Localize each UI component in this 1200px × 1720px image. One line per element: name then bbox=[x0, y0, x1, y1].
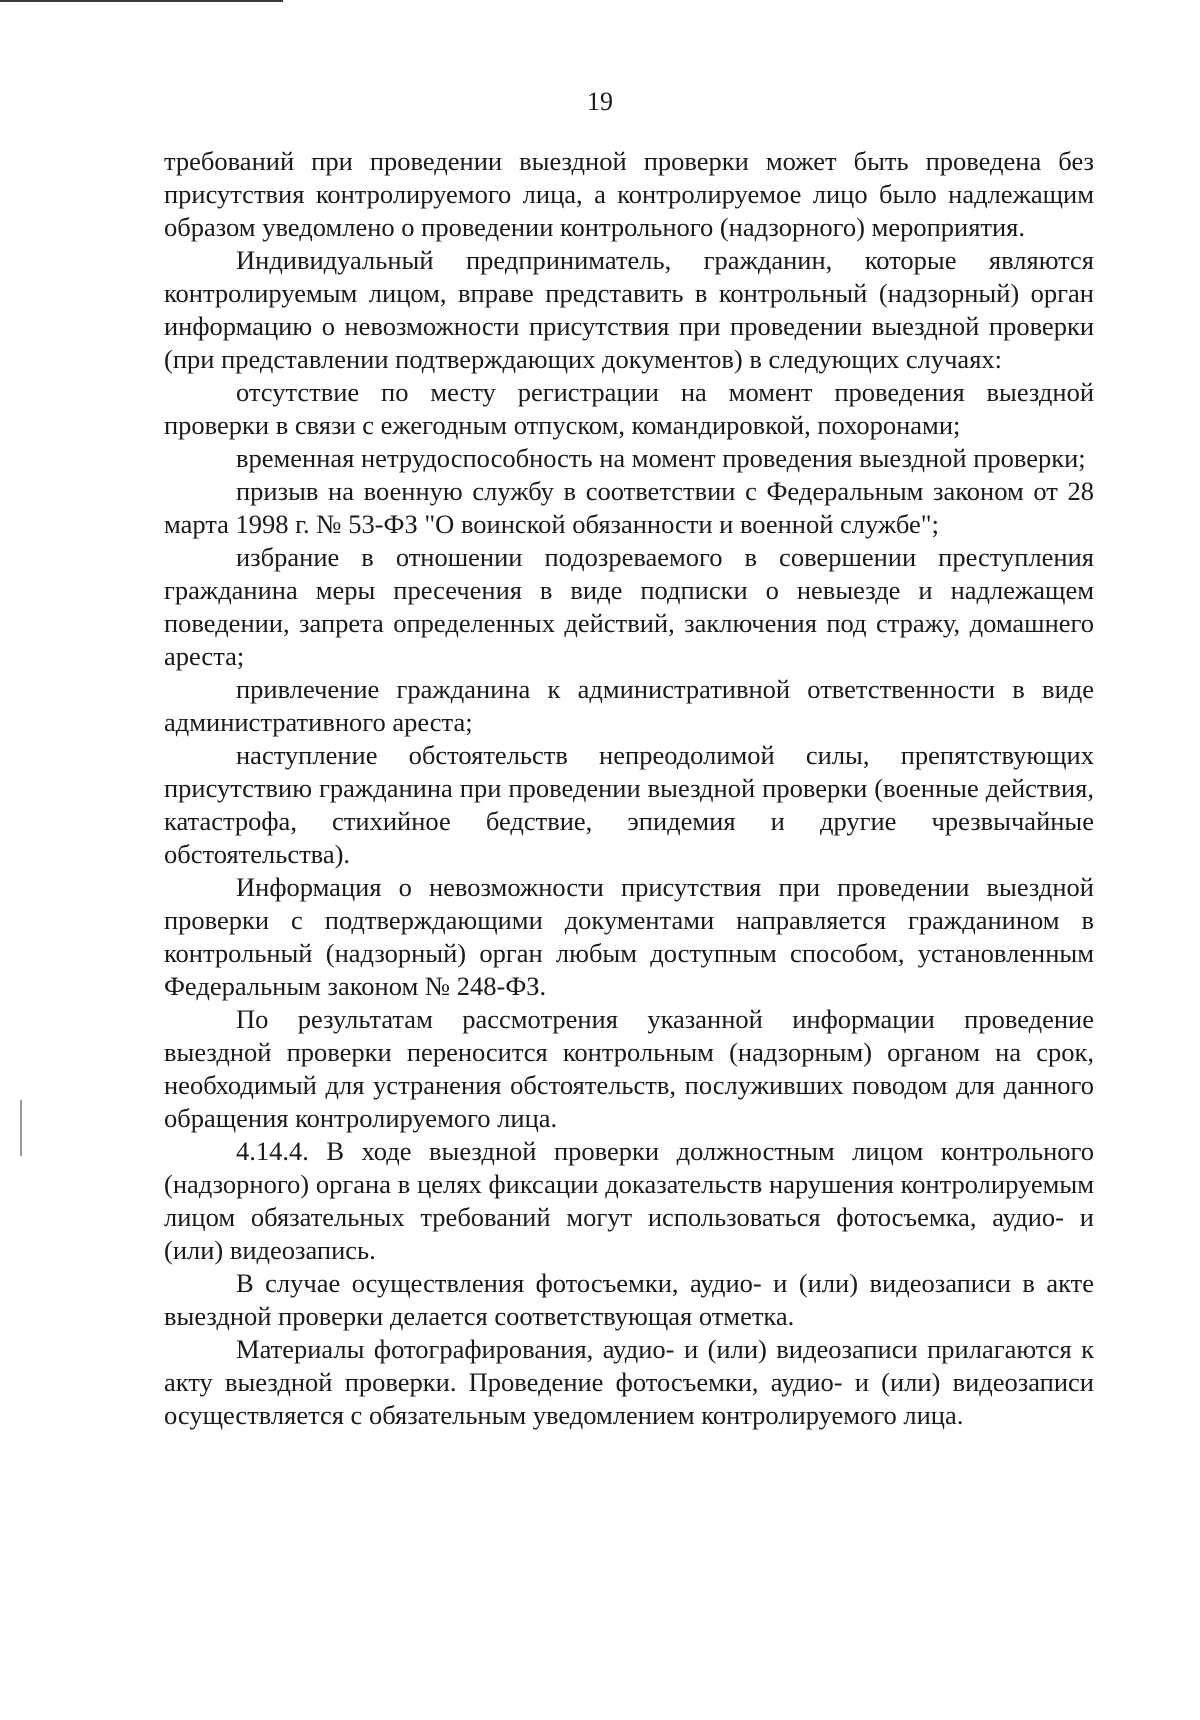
paragraph-postponement: По результатам рассмотрения указанной информации проведение выездной проверки переносится контрольным (надзорным) органом на срок, необходимый для устранения обстоятельств, послуживших поводом для данного обращения контролируемого лица. bbox=[164, 1004, 1094, 1133]
top-edge-rule bbox=[0, 0, 283, 2]
page-number: 19 bbox=[587, 87, 613, 116]
list-item-absence: отсутствие по месту регистрации на момент проведения выездной проверки в связи с ежегодным отпуском, командировкой, похоронами; bbox=[164, 377, 1094, 440]
list-item-force-majeure: наступление обстоятельств непреодолимой силы, препятствующих присутствию гражданина при проведении выездной проверки (военные действия, катастрофа, стихийное бедствие, эпидемия и другие чрезвычайные обстоятельства). bbox=[164, 740, 1094, 869]
list-item-administrative-arrest: привлечение гражданина к административной ответственности в виде административного ареста; bbox=[164, 674, 1094, 737]
paragraph-act-note: В случае осуществления фотосъемки, аудио- и (или) видеозаписи в акте выездной проверки делается соответствующая отметка. bbox=[164, 1268, 1094, 1331]
scan-margin-mark bbox=[20, 1100, 22, 1156]
document-body bbox=[164, 145, 1094, 1432]
paragraph-entrepreneur-right: Индивидуальный предприниматель, гражданин, которые являются контролируемым лицом, вправе представить в контрольный (надзорный) орган информацию о невозможности присутствия при проведении выездной проверки (при представлении подтверждающих документов) в следующих случаях: bbox=[164, 245, 1094, 374]
paragraph-continuation: требований при проведении выездной проверки может быть проведена без присутствия контролируемого лица, а контролируемое лицо было надлежащим образом уведомлено о проведении контрольного (надзорного) мероприятия. bbox=[164, 146, 1094, 242]
list-item-military-service: призыв на военную службу в соответствии с Федеральным законом от 28 марта 1998 г. № 53-ФЗ "О воинской обязанности и военной службе"; bbox=[164, 476, 1094, 539]
list-item-restraint-measure: избрание в отношении подозреваемого в совершении преступления гражданина меры пресечения в виде подписки о невыезде и надлежащем поведении, запрета определенных действий, заключения под стражу, домашнего ареста; bbox=[164, 542, 1094, 671]
paragraph-materials-attached: Материалы фотографирования, аудио- и (или) видеозаписи прилагаются к акту выездной проверки. Проведение фотосъемки, аудио- и (или) видеозаписи осуществляется с обязательным уведомлением контролируемого лица. bbox=[164, 1334, 1094, 1430]
clause-4-14-4: 4.14.4. В ходе выездной проверки должностным лицом контрольного (надзорного) органа в целях фиксации доказательств нарушения контролируемым лицом обязательных требований могут использоваться фотосъемка, аудио- и (или) видеозапись. bbox=[164, 1136, 1094, 1265]
list-item-disability: временная нетрудоспособность на момент проведения выездной проверки; bbox=[236, 443, 1086, 473]
paragraph-information-submission: Информация о невозможности присутствия при проведении выездной проверки с подтверждающими документами направляется гражданином в контрольный (надзорный) орган любым доступным способом, установленным Федеральным законом № 248-ФЗ. bbox=[164, 872, 1094, 1001]
